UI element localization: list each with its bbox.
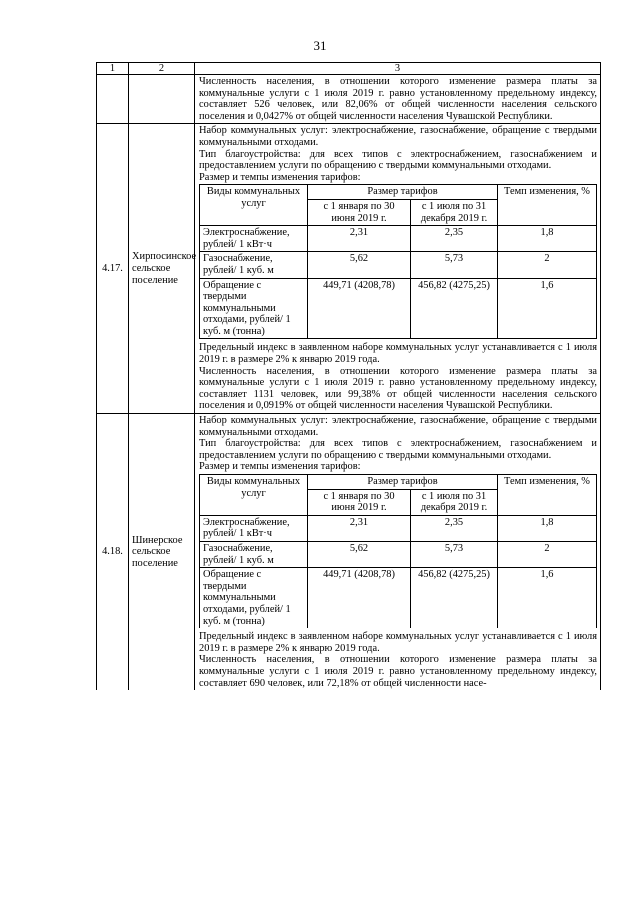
change-rate: 1,6 <box>498 568 597 628</box>
tariff-subtable <box>199 184 597 339</box>
services-text: Набор коммунальных услуг: электроснабжение, газоснабжение, обращение с твердыми коммунальными отходами. <box>199 415 597 438</box>
th-tariff-size: Размер тарифов <box>308 185 498 200</box>
tariff-period-1: 5,62 <box>308 541 411 567</box>
th-service-kinds: Виды коммунальных услуг <box>200 185 308 226</box>
tariff-period-2: 2,35 <box>411 226 498 252</box>
tariff-row <box>200 278 597 339</box>
th-tariff-size: Размер тарифов <box>308 475 498 490</box>
population-text: Численность населения, в отношении которого изменение размера платы за коммунальные услуги с 1 июля 2019 г. равно установленному предельному индексу, составляет 1131 человек, или 99,38% от общей численности населения сельского поселения и 0,0919% от общей численности населения Чувашской Республики. <box>199 365 597 412</box>
tariff-size-title: Размер и темпы изменения тарифов: <box>199 171 361 183</box>
th-change-rate: Темп изменения, % <box>498 475 597 516</box>
th-change-rate: Темп изменения, % <box>498 185 597 226</box>
tariff-period-1: 2,31 <box>308 226 411 252</box>
service-name: Газоснабжение, рублей/ 1 куб. м <box>200 541 308 567</box>
service-name: Обращение с твердыми коммунальными отходами, рублей/ 1 куб. м (тонна) <box>200 278 308 339</box>
improvement-text: Тип благоустройства: для всех типов с электроснабжением, газоснабжением и предоставлением услуги по обращению с твердыми коммунальными отходами. <box>199 148 597 172</box>
change-rate: 2 <box>498 252 597 278</box>
tariff-period-1: 5,62 <box>308 252 411 278</box>
service-name: Электроснабжение, рублей/ 1 кВт·ч <box>200 226 308 252</box>
tariff-period-1: 449,71 (4208,78) <box>308 568 411 628</box>
tariff-size-title: Размер и темпы изменения тарифов: <box>199 461 361 473</box>
tariff-period-2: 2,35 <box>411 515 498 541</box>
limit-index-text: Предельный индекс в заявленном наборе коммунальных услуг устанавливается с 1 июля 2019 г. в размере 2% к январю 2019 года. <box>199 631 597 654</box>
column-header-row <box>97 63 601 75</box>
column-header-2: 2 <box>129 63 195 75</box>
tariff-period-2: 456,82 (4275,25) <box>411 568 498 628</box>
row-number: 4.17. <box>97 124 129 414</box>
change-rate: 1,8 <box>498 515 597 541</box>
th-period-1: с 1 января по 30 июня 2019 г. <box>308 489 411 515</box>
tariff-row <box>200 568 597 628</box>
change-rate: 2 <box>498 541 597 567</box>
settlement-name: Шинерское сельское поселение <box>129 414 195 691</box>
services-text: Набор коммунальных услуг: электроснабжение, газоснабжение, обращение с твердыми коммунальными отходами. <box>199 125 597 148</box>
population-text: Численность населения, в отношении которого изменение размера платы за коммунальные услуги с 1 июля 2019 г. равно установленному предельному индексу, составляет 526 человек, или 82,06% от общей численности населения сельского поселения и 0,0427% от общей численности населения Чувашской Республики. <box>195 75 601 124</box>
row-4-17 <box>97 124 601 414</box>
page-number: 31 <box>313 38 327 53</box>
th-service-kinds: Виды коммунальных услуг <box>200 475 308 516</box>
change-rate: 1,6 <box>498 278 597 339</box>
row-4-18 <box>97 414 601 691</box>
th-period-1: с 1 января по 30 июня 2019 г. <box>308 199 411 225</box>
tariff-table <box>96 62 601 690</box>
tariff-row <box>200 541 597 567</box>
tariff-period-1: 449,71 (4208,78) <box>308 278 411 339</box>
column-header-1: 1 <box>97 63 129 75</box>
tariff-period-2: 5,73 <box>411 541 498 567</box>
tariff-row <box>200 515 597 541</box>
service-name: Газоснабжение, рублей/ 1 куб. м <box>200 252 308 278</box>
settlement-name: Хирпосинское сельское поселение <box>129 124 195 414</box>
population-text: Численность населения, в отношении которого изменение размера платы за коммунальные услуги с 1 июля 2019 г. равно установленному предельному индексу, составляет 690 человек, или 72,18% от общей численности насе- <box>199 654 597 689</box>
tariff-row <box>200 226 597 252</box>
column-header-3: 3 <box>195 63 601 75</box>
tariff-period-1: 2,31 <box>308 515 411 541</box>
th-period-2: с 1 июля по 31 декабря 2019 г. <box>411 199 498 225</box>
tariff-row <box>200 252 597 278</box>
tariff-period-2: 5,73 <box>411 252 498 278</box>
tariff-subtable <box>199 474 597 628</box>
service-name: Электроснабжение, рублей/ 1 кВт·ч <box>200 515 308 541</box>
row-number: 4.18. <box>97 414 129 691</box>
th-period-2: с 1 июля по 31 декабря 2019 г. <box>411 489 498 515</box>
tariff-period-2: 456,82 (4275,25) <box>411 278 498 339</box>
service-name: Обращение с твердыми коммунальными отходами, рублей/ 1 куб. м (тонна) <box>200 568 308 628</box>
limit-index-text: Предельный индекс в заявленном наборе коммунальных услуг устанавливается с 1 июля 2019 г. в размере 2% к январю 2019 года. <box>199 342 597 366</box>
row-continued <box>97 75 601 124</box>
improvement-text: Тип благоустройства: для всех типов с электроснабжением, газоснабжением и предоставлением услуги по обращению с твердыми коммунальными отходами. <box>199 438 597 461</box>
change-rate: 1,8 <box>498 226 597 252</box>
